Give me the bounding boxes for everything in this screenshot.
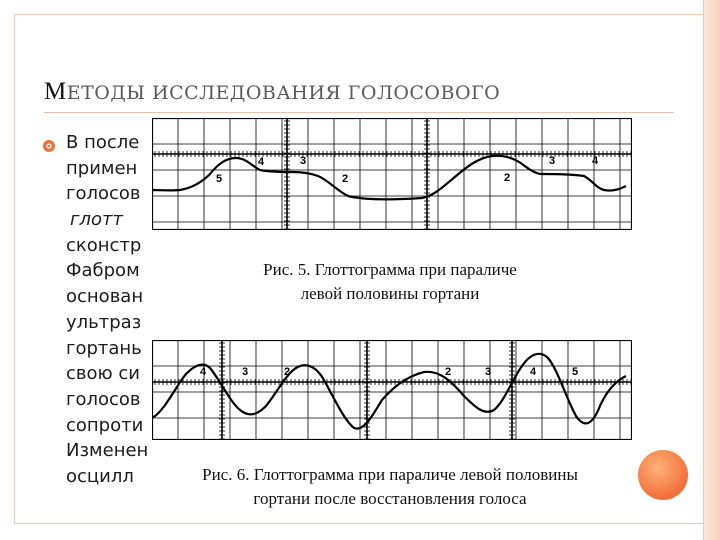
curve-label: 4 [200, 366, 207, 378]
body-text-line: примен [66, 157, 138, 179]
curve-label: 4 [592, 155, 599, 167]
curve-label: 2 [504, 172, 511, 184]
curve-label: 2 [284, 366, 291, 378]
curve-label: 3 [549, 155, 556, 167]
curve-label: 3 [485, 366, 492, 378]
bullet-icon [42, 139, 56, 153]
figure-6-caption [155, 463, 625, 511]
curve-label: 3 [300, 155, 307, 167]
body-text-line: голосов [66, 183, 141, 205]
title-underline [44, 112, 674, 113]
body-text-line: голосов [66, 388, 141, 410]
slide-title [44, 78, 500, 106]
figure-6-caption-line-1: Рис. 6. Глоттограмма при параличе левой половины [202, 465, 578, 484]
title-initial: М [44, 78, 67, 105]
body-text-line: глотт [70, 209, 123, 231]
body-text-line: В после [66, 132, 140, 153]
glottogram-figure-6 [152, 340, 632, 440]
figure-5-caption-line-1: Рис. 5. Глоттограмма при параличе [263, 260, 517, 279]
curve-label: 3 [242, 366, 249, 378]
body-text-line: основан [66, 286, 144, 308]
body-text-line: осцилл [66, 465, 134, 487]
body-text-line: Изменен [66, 440, 149, 462]
figure-6-caption-line-2: гортани после восстановления голоса [253, 489, 527, 508]
body-text-line: сопроти [66, 414, 144, 436]
curve-label: 2 [445, 366, 452, 378]
curve-label: 2 [342, 173, 349, 185]
body-text-line: свою си [66, 363, 140, 385]
figure-5-caption-line-2: левой половины гортани [300, 284, 480, 303]
title-rest: ЕТОДЫ ИССЛЕДОВАНИЯ ГОЛОСОВОГО [66, 82, 501, 104]
curve-label: 4 [530, 366, 537, 378]
decorative-side-band [703, 0, 720, 540]
body-text-line: гортань [66, 337, 142, 359]
curve-label: 5 [216, 173, 223, 185]
body-text-line: ультраз [66, 311, 142, 333]
curve-label: 4 [258, 156, 265, 168]
body-text [66, 130, 156, 490]
body-text-line: Фабром [66, 260, 140, 282]
glottogram-figure-5 [152, 118, 632, 230]
decorative-orange-circle [638, 450, 688, 500]
curve-label: 5 [572, 366, 579, 378]
body-text-line: сконстр [66, 234, 142, 256]
figure-5-caption [210, 258, 570, 306]
